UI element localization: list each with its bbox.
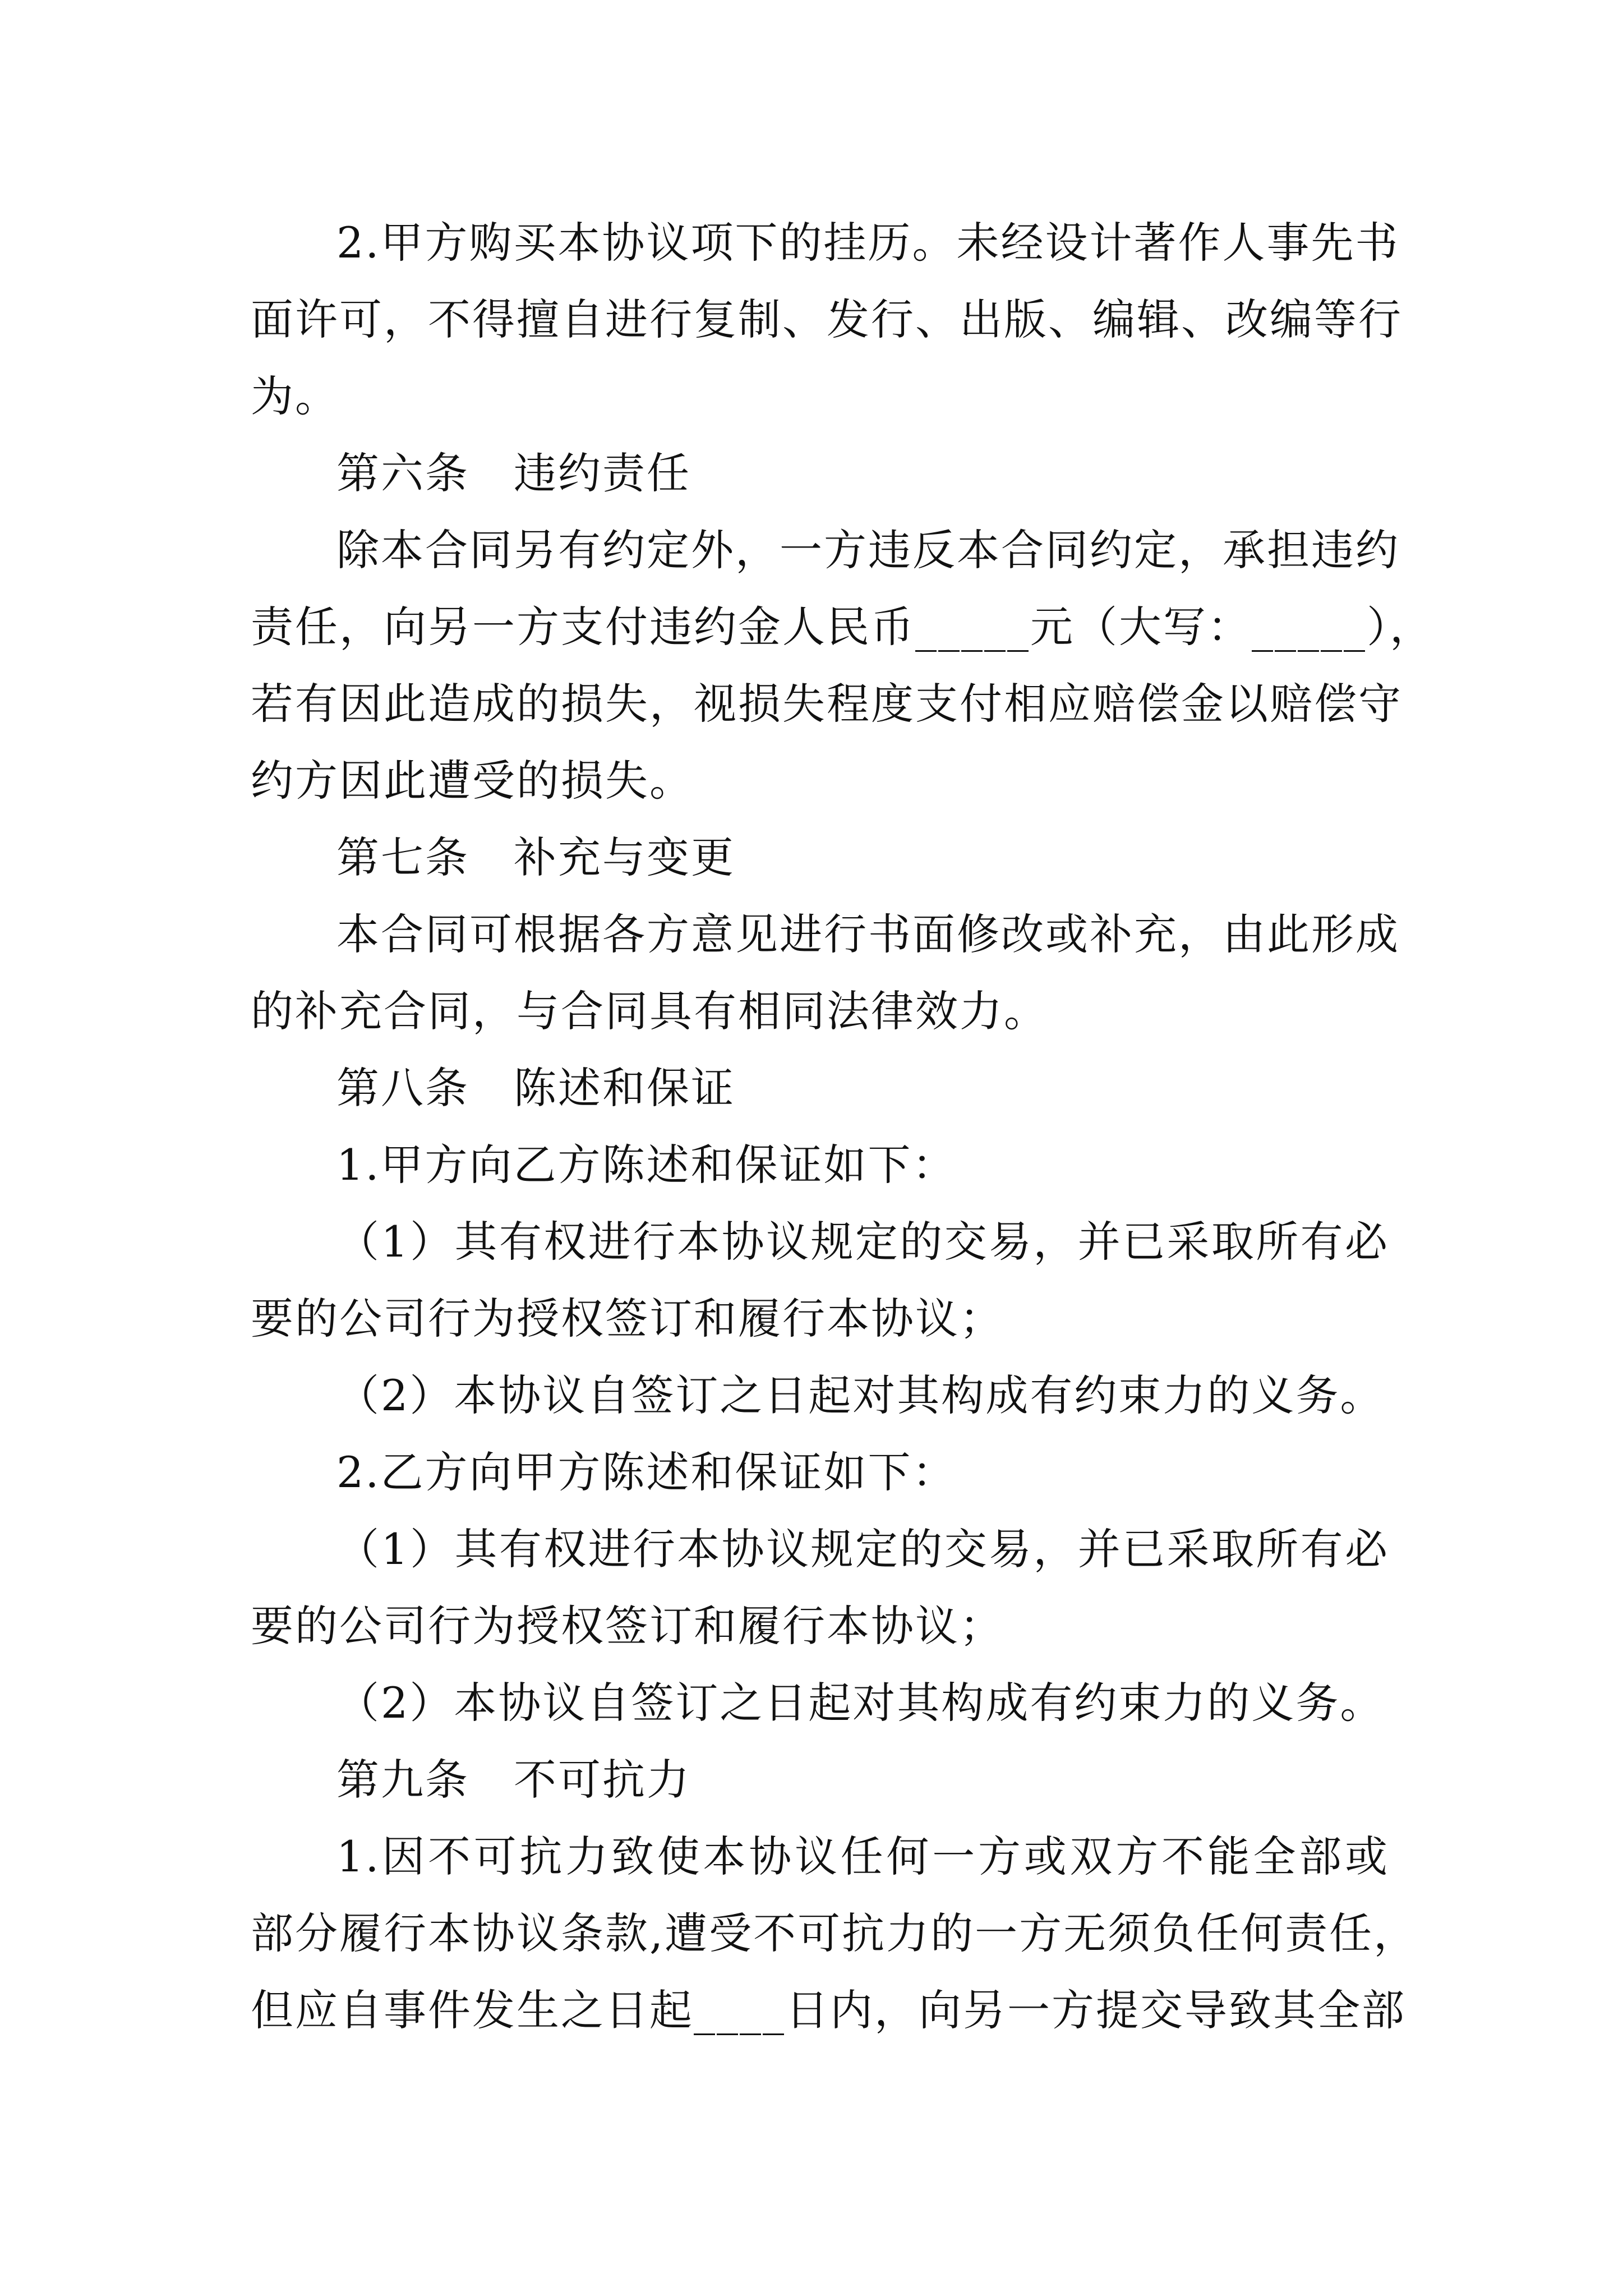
list-item-line: 要的公司行为授权签订和履行本协议； [251, 1294, 1004, 1343]
list-item-line: 要的公司行为授权签订和履行本协议； [251, 1601, 1004, 1651]
paragraph-line: 除本合同另有约定外，一方违反本合同约定，承担违约 [336, 525, 1400, 575]
paragraph-line: 1.因不可抗力致使本协议任何一方或双方不能全部或 [336, 1832, 1389, 1881]
paragraph-line: 2.甲方购买本协议项下的挂历。未经设计著作人事先书 [336, 218, 1400, 268]
paragraph-line: 本合同可根据各方意见进行书面修改或补充，由此形成 [336, 909, 1400, 959]
paragraph-line: 部分履行本协议条款,遭受不可抗力的一方无须负任何责任， [251, 1908, 1418, 1958]
list-item-line: （1）其有权进行本协议规定的交易，并已采取所有必 [336, 1524, 1389, 1574]
paragraph-line: 若有因此造成的损失，视损失程度支付相应赔偿金以赔偿守 [251, 679, 1403, 729]
section-heading-article-8: 第八条 陈述和保证 [336, 1063, 735, 1113]
section-heading-article-6: 第六条 违约责任 [336, 448, 691, 498]
paragraph-line: 但应自事件发生之日起____日内，向另一方提交导致其全部 [251, 1985, 1406, 2035]
section-heading-article-9: 第九条 不可抗力 [336, 1755, 691, 1805]
paragraph-line: 面许可，不得擅自进行复制、发行、出版、编辑、改编等行 [251, 295, 1403, 344]
list-item-line: （1）其有权进行本协议规定的交易，并已采取所有必 [336, 1217, 1389, 1267]
paragraph-line: 约方因此遭受的损失。 [251, 756, 694, 806]
paragraph-line: 的补充合同，与合同具有相同法律效力。 [251, 986, 1048, 1036]
paragraph-line: 为。 [251, 371, 339, 421]
list-item-line: （2）本协议自签订之日起对其构成有约束力的义务。 [336, 1370, 1385, 1420]
list-item-line: 1.甲方向乙方陈述和保证如下： [336, 1140, 957, 1190]
list-item-line: 2.乙方向甲方陈述和保证如下： [336, 1447, 957, 1497]
paragraph-line: 责任，向另一方支付违约金人民币_____元（大写：_____）， [251, 602, 1434, 652]
section-heading-article-7: 第七条 补充与变更 [336, 832, 735, 882]
list-item-line: （2）本协议自签订之日起对其构成有约束力的义务。 [336, 1678, 1385, 1728]
